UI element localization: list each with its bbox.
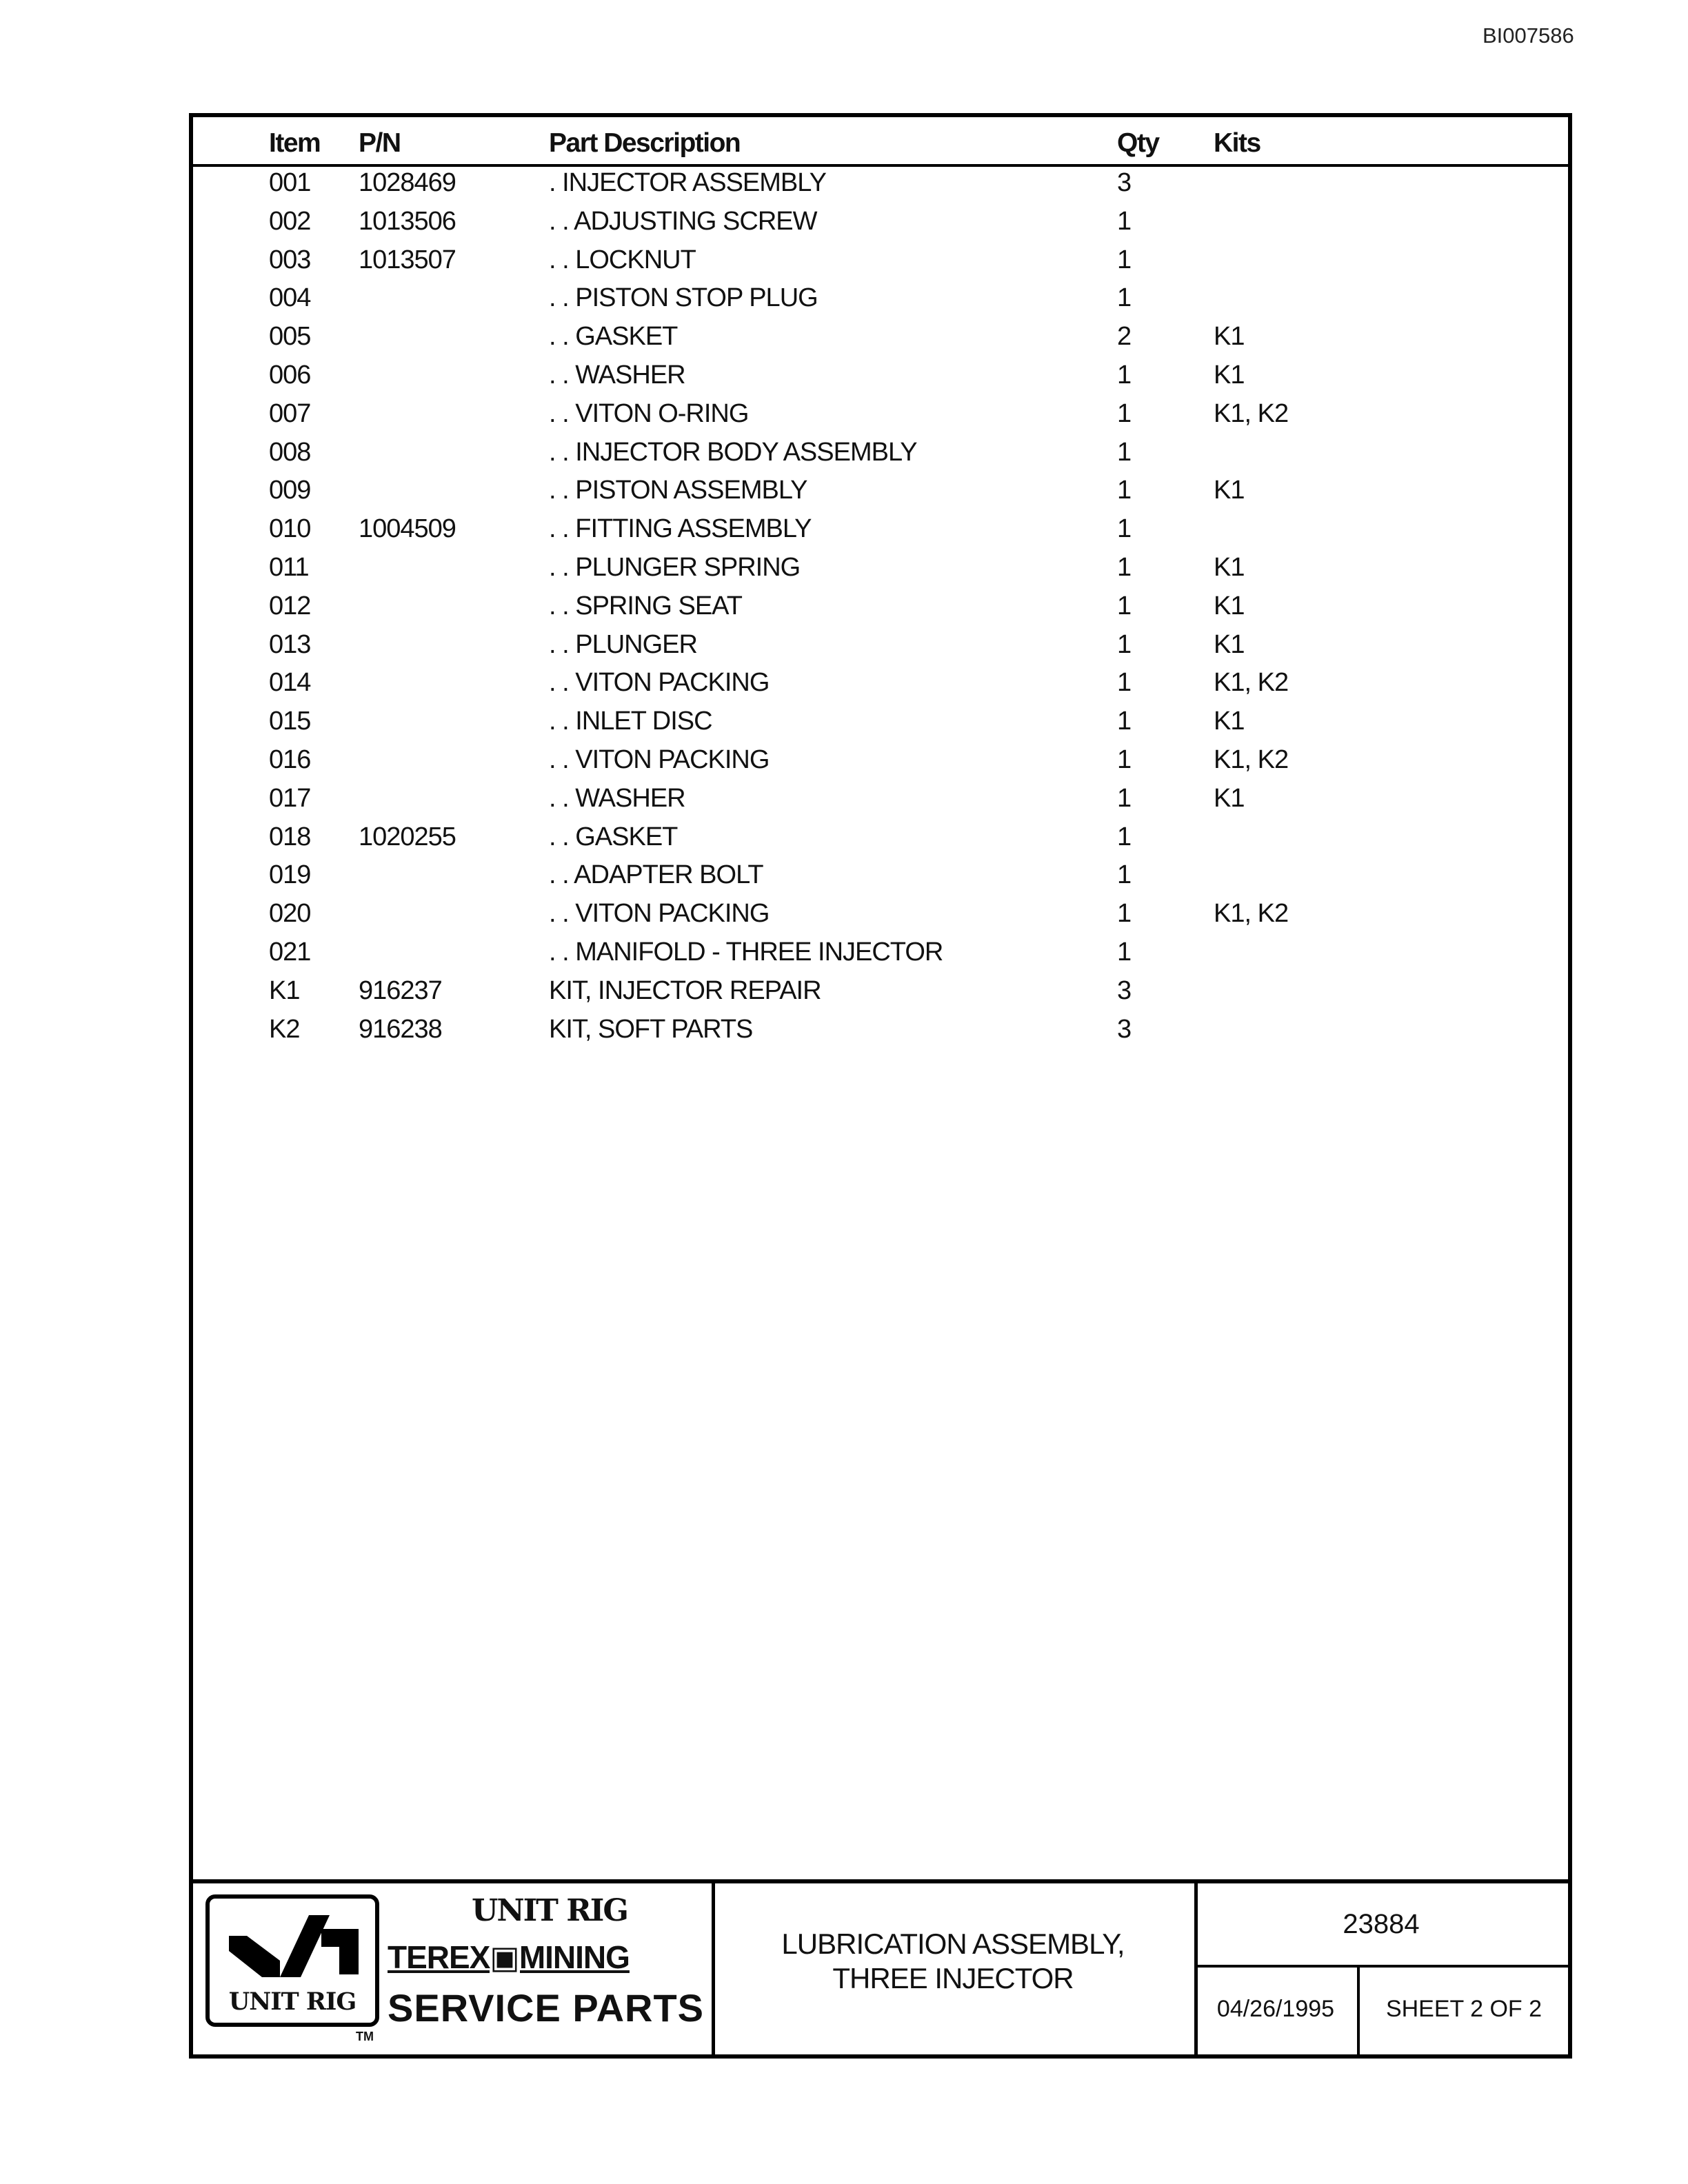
row-pn: 1028469	[359, 168, 456, 197]
row-item: 003	[269, 245, 311, 274]
assembly-title-line1: LUBRICATION ASSEMBLY,	[781, 1928, 1125, 1960]
brand-unit-rig: UNIT RIG	[472, 1893, 627, 1928]
table-row	[193, 741, 1568, 780]
row-qty: 1	[1117, 245, 1132, 274]
row-qty: 1	[1117, 437, 1132, 467]
row-qty: 2	[1117, 322, 1132, 352]
unit-rig-emblem-icon	[226, 1908, 361, 1984]
row-description: . . VITON PACKING	[549, 668, 770, 698]
row-qty: 1	[1117, 629, 1132, 659]
row-item: 019	[269, 860, 311, 890]
table-row	[193, 318, 1568, 356]
header-kits: Kits	[1214, 128, 1260, 158]
row-pn: 1013506	[359, 206, 456, 236]
row-qty: 3	[1117, 975, 1132, 1005]
row-qty: 1	[1117, 361, 1132, 390]
table-row	[193, 780, 1568, 818]
table-row	[193, 626, 1568, 665]
row-pn: 1013507	[359, 245, 456, 274]
row-description: . . SPRING SEAT	[549, 591, 742, 620]
row-item: 005	[269, 322, 311, 352]
sheet-number: SHEET 2 OF 2	[1385, 1996, 1543, 2022]
table-row	[193, 472, 1568, 510]
row-item: 008	[269, 437, 311, 467]
row-item: 016	[269, 745, 311, 774]
row-kits: K1	[1214, 783, 1245, 813]
table-row	[193, 702, 1568, 741]
assembly-title-line2: THREE INJECTOR	[832, 1962, 1074, 1994]
row-qty: 1	[1117, 938, 1132, 967]
table-row	[193, 279, 1568, 318]
row-item: 006	[269, 361, 311, 390]
table-row	[193, 356, 1568, 395]
row-pn: 916238	[359, 1014, 442, 1044]
row-kits: K1, K2	[1214, 398, 1289, 428]
row-kits: K1, K2	[1214, 668, 1289, 698]
row-description: . . VITON O-RING	[549, 398, 749, 428]
row-description: . . PISTON STOP PLUG	[549, 283, 818, 313]
row-item: 007	[269, 398, 311, 428]
row-description: KIT, SOFT PARTS	[549, 1014, 753, 1044]
row-kits: K1	[1214, 629, 1245, 659]
row-description: . . GASKET	[549, 822, 678, 851]
table-row	[193, 895, 1568, 933]
title-block	[193, 1879, 1568, 2054]
table-row	[193, 1011, 1568, 1049]
table-row	[193, 587, 1568, 626]
table-row	[193, 818, 1568, 857]
header-description: Part Description	[549, 128, 741, 158]
table-row	[193, 241, 1568, 280]
assembly-title-cell	[712, 1883, 1198, 2054]
row-qty: 1	[1117, 860, 1132, 890]
row-description: . . ADAPTER BOLT	[549, 860, 763, 890]
row-description: . . PLUNGER SPRING	[549, 553, 801, 582]
row-description: . . VITON PACKING	[549, 745, 770, 774]
logo-text: UNIT RIG	[228, 1988, 356, 2016]
row-qty: 1	[1117, 553, 1132, 582]
row-item: 001	[269, 168, 311, 197]
row-qty: 1	[1117, 591, 1132, 620]
row-kits: K1	[1214, 707, 1245, 736]
drawing-info-cell	[1194, 1883, 1568, 2054]
row-kits: K1	[1214, 476, 1245, 505]
row-description: . . WASHER	[549, 783, 685, 813]
row-description: KIT, INJECTOR REPAIR	[549, 975, 821, 1005]
header-pn: P/N	[359, 128, 401, 158]
row-description: . . VITON PACKING	[549, 899, 770, 929]
row-item: 015	[269, 707, 311, 736]
row-description: . . WASHER	[549, 361, 685, 390]
row-item: 009	[269, 476, 311, 505]
row-qty: 1	[1117, 514, 1132, 544]
row-kits: K1	[1214, 361, 1245, 390]
row-description: . . PLUNGER	[549, 629, 697, 659]
row-kits: K1	[1214, 322, 1245, 352]
row-pn: 1004509	[359, 514, 456, 544]
row-description: . . INLET DISC	[549, 707, 712, 736]
row-item: 021	[269, 938, 311, 967]
row-item: 011	[269, 553, 309, 582]
table-row	[193, 933, 1568, 972]
row-item: K2	[269, 1014, 300, 1044]
header-qty: Qty	[1117, 128, 1159, 158]
row-qty: 3	[1117, 168, 1132, 197]
table-row	[193, 434, 1568, 472]
row-qty: 1	[1117, 398, 1132, 428]
row-pn: 916237	[359, 975, 442, 1005]
row-qty: 1	[1117, 206, 1132, 236]
row-item: 010	[269, 514, 311, 544]
table-row	[193, 395, 1568, 434]
row-item: K1	[269, 975, 300, 1005]
row-kits: K1, K2	[1214, 899, 1289, 929]
table-row	[193, 856, 1568, 895]
parts-list-frame	[189, 113, 1572, 2059]
row-pn: 1020255	[359, 822, 456, 851]
brand-terex-mining: TEREX▣MINING	[388, 1939, 630, 1975]
row-qty: 1	[1117, 476, 1132, 505]
brand-service-parts: SERVICE PARTS	[388, 1986, 705, 2030]
row-qty: 1	[1117, 707, 1132, 736]
header-item: Item	[269, 128, 321, 158]
row-item: 002	[269, 206, 311, 236]
row-qty: 3	[1117, 1014, 1132, 1044]
table-row	[193, 972, 1568, 1011]
table-row	[193, 203, 1568, 241]
drawing-number: 23884	[1194, 1883, 1568, 1968]
row-qty: 1	[1117, 283, 1132, 313]
row-qty: 1	[1117, 745, 1132, 774]
trademark-mark: TM	[356, 2030, 374, 2043]
row-item: 020	[269, 899, 311, 929]
row-description: . . GASKET	[549, 322, 678, 352]
row-qty: 1	[1117, 899, 1132, 929]
row-item: 004	[269, 283, 311, 313]
row-description: . . MANIFOLD - THREE INJECTOR	[549, 938, 943, 967]
document-id: BI007586	[1483, 23, 1574, 48]
revision-date: 04/26/1995	[1194, 1968, 1360, 2054]
table-row	[193, 664, 1568, 702]
row-qty: 1	[1117, 668, 1132, 698]
table-row	[193, 549, 1568, 587]
row-description: . INJECTOR ASSEMBLY	[549, 168, 826, 197]
row-description: . . FITTING ASSEMBLY	[549, 514, 812, 544]
table-row	[193, 164, 1568, 203]
row-kits: K1	[1214, 553, 1245, 582]
table-row	[193, 510, 1568, 549]
row-item: 014	[269, 668, 311, 698]
row-description: . . PISTON ASSEMBLY	[549, 476, 807, 505]
row-qty: 1	[1117, 822, 1132, 851]
row-kits: K1	[1214, 591, 1245, 620]
parts-table-header	[193, 125, 1568, 167]
row-qty: 1	[1117, 783, 1132, 813]
row-item: 013	[269, 629, 311, 659]
row-item: 012	[269, 591, 311, 620]
unit-rig-logo	[205, 1894, 379, 2027]
row-description: . . ADJUSTING SCREW	[549, 206, 817, 236]
logo-cell	[193, 1883, 715, 2054]
row-kits: K1, K2	[1214, 745, 1289, 774]
row-description: . . LOCKNUT	[549, 245, 696, 274]
row-item: 018	[269, 822, 311, 851]
row-item: 017	[269, 783, 311, 813]
row-description: . . INJECTOR BODY ASSEMBLY	[549, 437, 917, 467]
